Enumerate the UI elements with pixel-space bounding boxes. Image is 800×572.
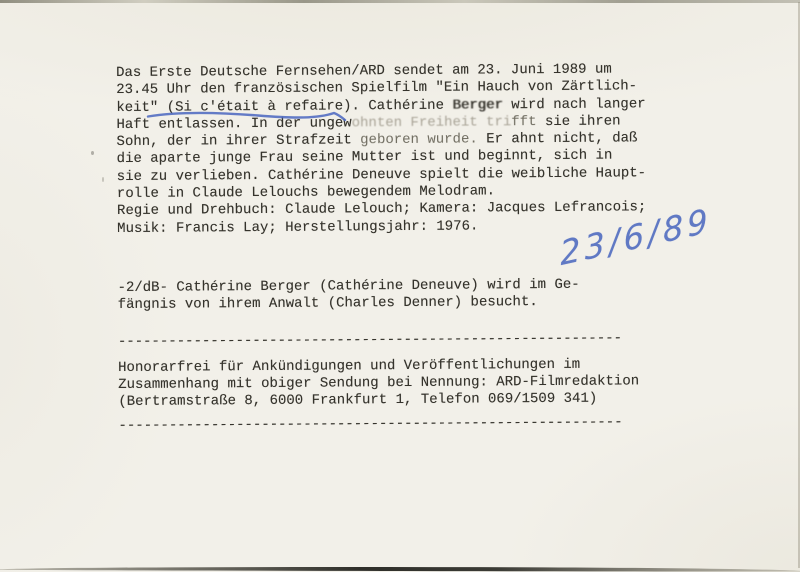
text-segment: ohnten Freiheit tri: [351, 114, 512, 132]
text-segment: die aparte junge Frau seine Mutter ist und beginnt, sich in: [116, 148, 613, 168]
text-segment: keit" (Si c'était à refaire). Cathérine: [116, 97, 453, 116]
text-segment: fängnis von ihrem Anwalt (Charles Denner) besucht.: [117, 294, 538, 314]
text-segment: sie zu verlieben. Cathérine Deneuve spielt die weibliche Haupt-: [116, 165, 647, 185]
text-segment: Er ahnt nicht, daß: [477, 130, 638, 148]
text-segment: -2/dB- Cathérine Berger (Cathérine Deneuve) wird im Ge-: [117, 276, 580, 296]
text-segment: Haft entlassen. In der ungew: [116, 115, 352, 133]
text-line: [117, 200, 647, 221]
text-segment: Honorarfrei für Ankündigungen und Veröffentlichungen im: [118, 356, 581, 376]
paper-bottom-shadow: [0, 566, 800, 572]
paragraph-synopsis: [116, 61, 647, 203]
text-segment: fft: [511, 113, 537, 131]
text-segment: Das Erste Deutsche Fernsehen/ARD sendet am 23. Juni 1989 um: [116, 61, 612, 81]
paragraph-photo-caption: [118, 276, 648, 314]
text-segment: sie ihren: [536, 113, 621, 130]
text-segment: Regie und Drehbuch: Claude Lelouch; Kamera: Jacques Lefrancois;: [116, 199, 647, 220]
text-segment: (Bertramstraße 8, 6000 Frankfurt 1, Telefon 069/1509 341): [118, 391, 598, 411]
text-segment: Zusammenhang mit obiger Sendung bei Nennung: ARD-Filmredaktion: [118, 373, 640, 394]
text-line: [118, 294, 648, 315]
paper-top-edge: [0, 0, 800, 3]
divider-line: ------------------------------------------------------------: [117, 330, 623, 350]
handwritten-date: 23/6/89: [558, 200, 713, 274]
paper-speck: [102, 177, 104, 182]
text-segment: 23.45 Uhr den französischen Spielfilm "Ein Hauch von Zärtlich-: [116, 78, 638, 99]
text-segment: wird nach langer: [502, 95, 646, 113]
divider-line: ------------------------------------------------------------: [118, 414, 623, 434]
text-segment: Musik: Francis Lay; Herstellungsjahr: 1976.: [117, 218, 479, 237]
pen-underline-ink: [146, 107, 350, 125]
text-segment: Berger: [452, 96, 503, 114]
text-segment: Sohn, der in ihrer Strafzeit: [116, 132, 361, 151]
paragraph-usage-note: [118, 356, 648, 412]
text-segment: geboren wurde.: [360, 131, 478, 149]
text-line: [118, 391, 648, 412]
text-segment: rolle in Claude Lelouchs bewegendem Melodram.: [116, 183, 496, 203]
paper-speck: [91, 151, 94, 155]
